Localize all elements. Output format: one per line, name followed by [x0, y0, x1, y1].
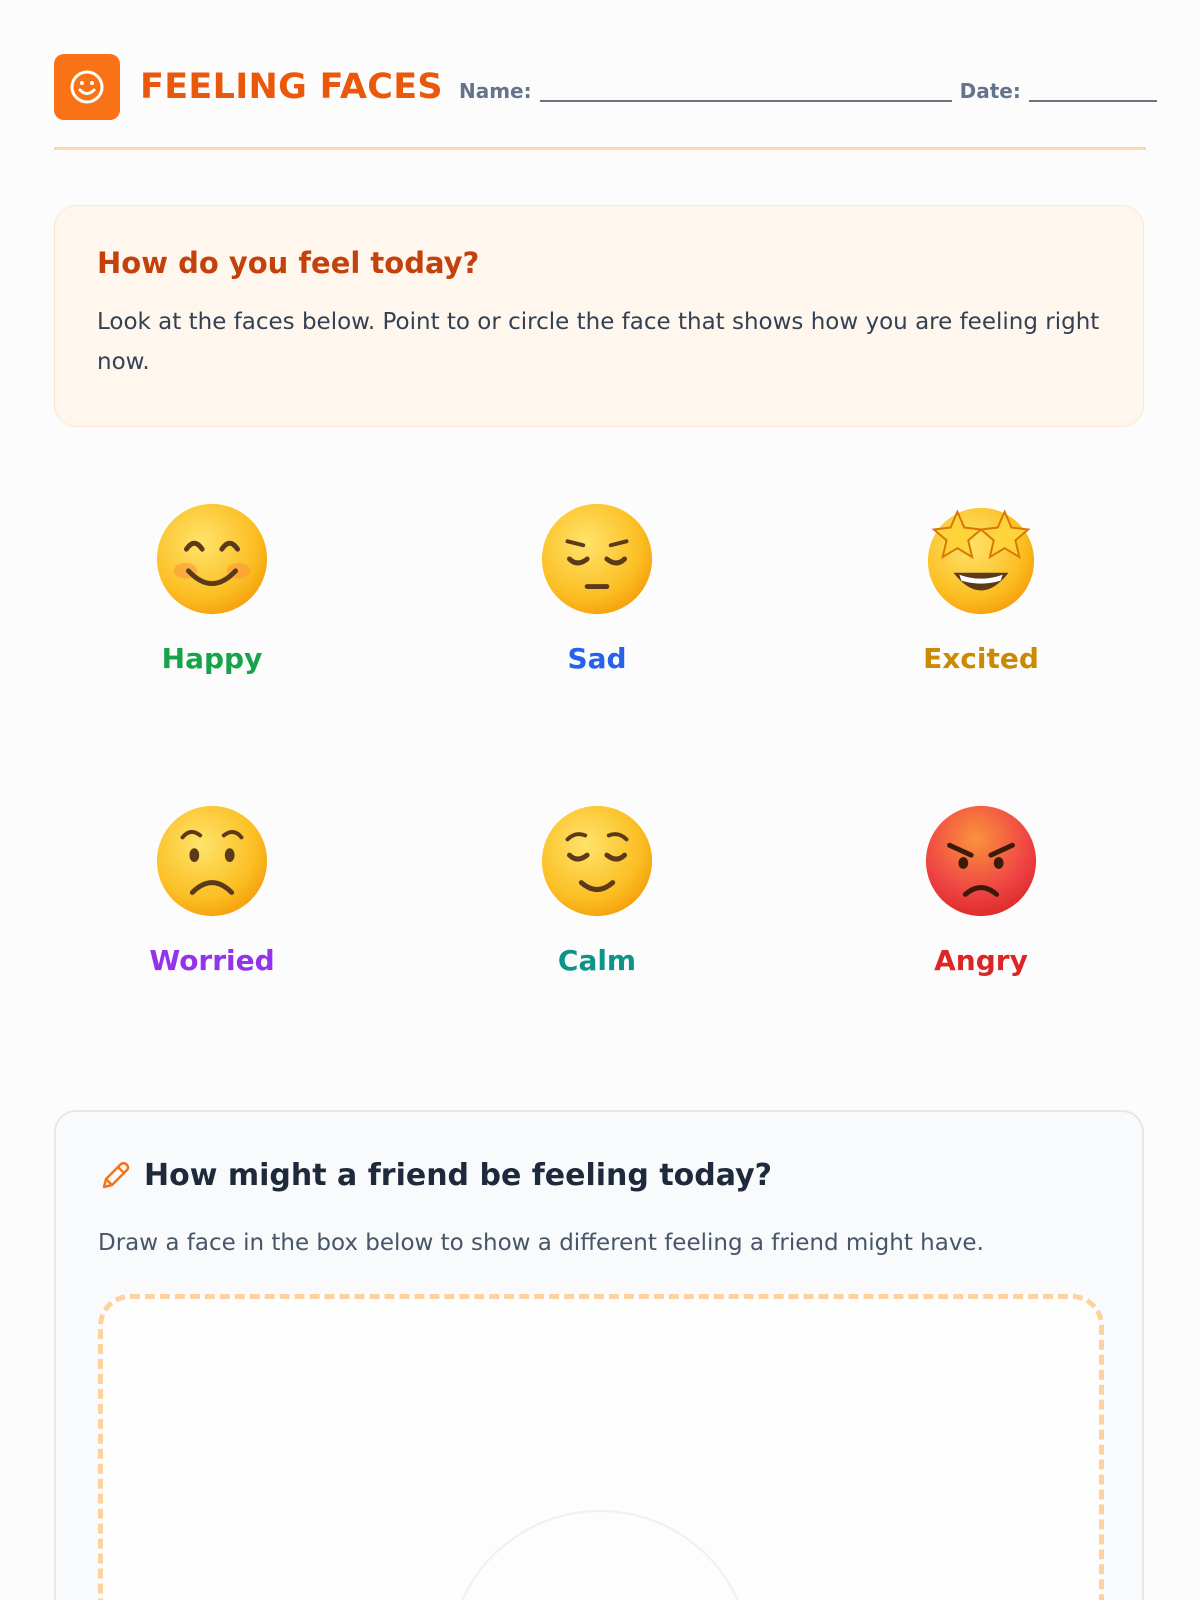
intro-text: Look at the faces below. Point to or circle the face that shows how you are feeling right now.	[97, 309, 1100, 375]
logo	[54, 54, 120, 120]
date-line[interactable]	[1029, 82, 1157, 102]
intro-card	[54, 205, 1144, 427]
face-option-worried[interactable]	[82, 802, 342, 977]
face-option-sad[interactable]	[467, 500, 727, 675]
date-label: Date:	[959, 78, 1021, 103]
pensive-face-icon	[538, 500, 656, 618]
friend-title: How might a friend be feeling today?	[144, 1158, 773, 1193]
face-label: Worried	[149, 944, 275, 977]
date-field[interactable]	[960, 78, 1157, 103]
face-option-happy[interactable]	[82, 500, 342, 675]
face-label: Angry	[934, 944, 1028, 977]
face-label: Sad	[567, 642, 627, 675]
face-label: Happy	[161, 642, 263, 675]
star-struck-face-icon	[922, 500, 1040, 618]
face-option-angry[interactable]	[851, 802, 1111, 977]
name-line[interactable]	[540, 82, 952, 102]
smiley-icon	[67, 67, 107, 107]
face-option-excited[interactable]	[851, 500, 1111, 675]
face-guide-circle	[448, 1510, 752, 1600]
header-divider	[54, 147, 1146, 150]
worried-face-icon	[153, 802, 271, 920]
face-label: Calm	[557, 944, 637, 977]
smiling-face-icon	[153, 500, 271, 618]
face-option-calm[interactable]	[467, 802, 727, 977]
friend-instructions: Draw a face in the box below to show a different feeling a friend might have.	[98, 1230, 984, 1256]
angry-face-icon	[922, 802, 1040, 920]
name-label: Name:	[458, 78, 532, 103]
name-field[interactable]	[459, 78, 952, 103]
relieved-face-icon	[538, 802, 656, 920]
face-label: Excited	[923, 642, 1039, 675]
friend-heading	[98, 1158, 772, 1193]
pencil-icon	[98, 1159, 132, 1193]
drawing-box[interactable]	[98, 1294, 1104, 1600]
page-title: FEELING FACES	[140, 67, 443, 107]
friend-card	[54, 1110, 1144, 1600]
header	[54, 54, 1146, 120]
intro-title: How do you feel today?	[97, 246, 480, 280]
